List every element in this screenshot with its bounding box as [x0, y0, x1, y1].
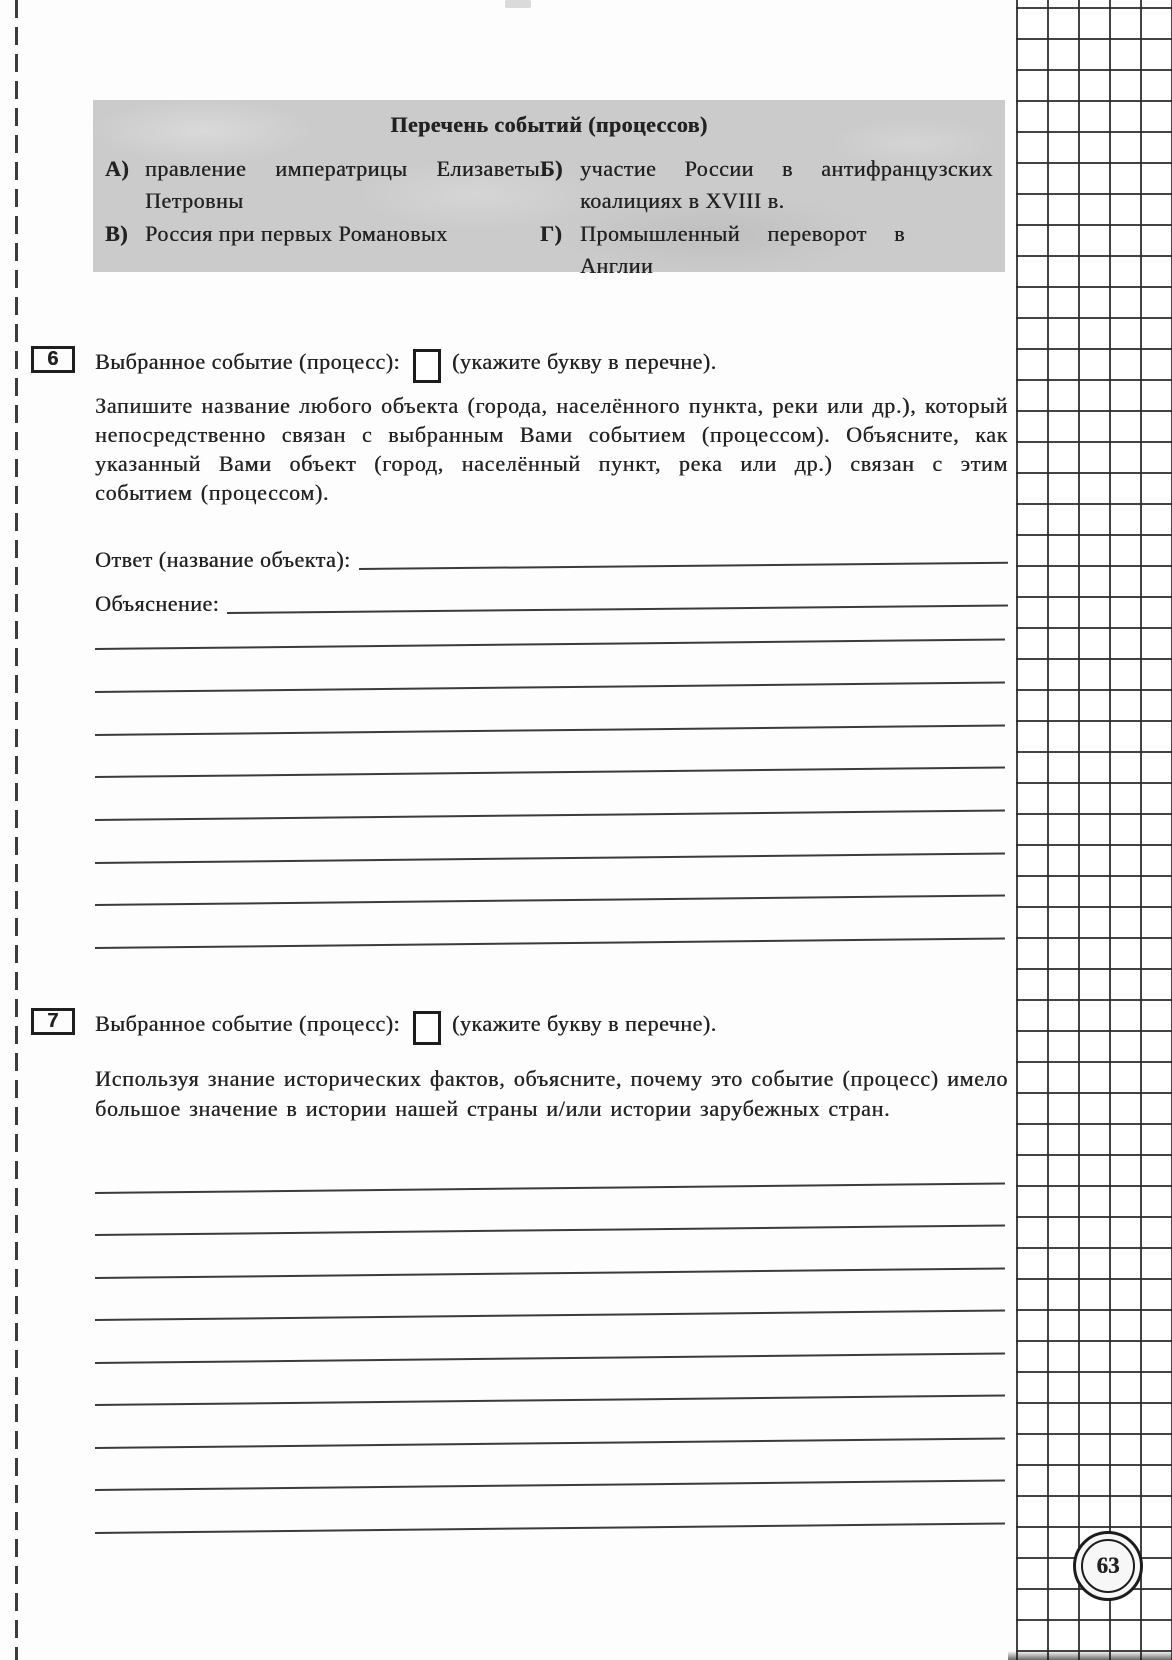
ruled-answer-line[interactable]: [95, 1267, 1005, 1279]
question-6-explanation-writing-line[interactable]: [227, 605, 1008, 614]
question-6-answer-row: [95, 541, 1008, 573]
ruled-answer-line[interactable]: [95, 1352, 1005, 1364]
question-6-explanation-label: Объяснение:: [95, 591, 220, 616]
ruled-answer-line[interactable]: [95, 852, 1005, 864]
events-list-column-left: [105, 153, 540, 283]
event-text-v: Россия при первых Романовых: [145, 221, 448, 246]
events-list-box: [93, 100, 1005, 278]
ruled-answer-line[interactable]: [95, 1437, 1005, 1449]
question-6-prompt-before: Выбранное событие (процесс):: [95, 349, 401, 374]
event-letter-v: В): [105, 221, 128, 246]
page-number-badge: [1073, 1531, 1143, 1601]
question-7-task-text: Используя знание исторических фактов, объясните, почему это событие (процесс) имело большое значение в истории нашей страны и/или истории зарубежных стран.: [95, 1066, 1008, 1121]
question-6-prompt-after: (укажите букву в перечне).: [452, 349, 717, 374]
question-6-explanation-row: [95, 585, 1008, 617]
question-6-letter-input-box[interactable]: [413, 349, 441, 383]
scan-smudge: [505, 0, 531, 8]
ruled-answer-line[interactable]: [95, 937, 1005, 949]
event-item-b: [540, 153, 993, 217]
ruled-answer-line[interactable]: [95, 638, 1005, 650]
page-number: 63: [1081, 1539, 1135, 1593]
event-letter-a: А): [105, 156, 130, 181]
ruled-answer-line[interactable]: [95, 766, 1005, 778]
question-7-number-box: 7: [31, 1008, 75, 1035]
question-7-letter-input-box[interactable]: [413, 1011, 441, 1045]
event-item-g: [540, 218, 993, 282]
question-6-task-text: Запишите название любого объекта (города, населённого пункта, реки или др.), который непосредственно связан с выбранным Вами событием (процессом). Объясните, как указанный Вами объект (город, населённый пункт, река или др.) связан с этим событием (процессом).: [95, 393, 1008, 505]
event-text-g: Промышленный переворот в Англии: [580, 221, 905, 278]
scan-bottom-shadow: [1008, 1651, 1172, 1660]
question-7-prompt-before: Выбранное событие (процесс):: [95, 1011, 401, 1036]
ruled-answer-line[interactable]: [95, 1394, 1005, 1406]
ruled-answer-line[interactable]: [95, 894, 1005, 906]
ruled-answer-line[interactable]: [95, 681, 1005, 693]
event-text-b: участие России в антифранцузских коалициях в XVIII в.: [580, 156, 993, 213]
events-list-title: Перечень событий (процессов): [390, 112, 708, 137]
question-6-prompt-row: [47, 341, 1008, 383]
question-6-number-box: 6: [31, 346, 75, 373]
ruled-answer-line[interactable]: [95, 809, 1005, 821]
event-letter-g: Г): [540, 221, 563, 246]
events-list-column-right: [540, 153, 993, 283]
ruled-answer-line[interactable]: [95, 1182, 1005, 1194]
ruled-answer-line[interactable]: [95, 1309, 1005, 1321]
question-7-prompt-row: [47, 1003, 1008, 1045]
ruled-answer-line[interactable]: [95, 1479, 1005, 1491]
events-list-columns: [105, 153, 993, 283]
question-6-answer-writing-line[interactable]: [359, 562, 1008, 570]
event-letter-b: Б): [540, 156, 563, 181]
ruled-answer-line[interactable]: [95, 724, 1005, 736]
ruled-answer-line[interactable]: [95, 1522, 1005, 1534]
graph-paper-margin: [1016, 0, 1172, 1660]
question-6-answer-label: Ответ (название объекта):: [95, 547, 351, 572]
question-7-prompt-after: (укажите букву в перечне).: [452, 1011, 717, 1036]
event-text-a: правление императрицы Елизаветы Петровны: [145, 156, 540, 213]
ruled-answer-line[interactable]: [95, 1224, 1005, 1236]
cut-dashed-line: [15, 0, 18, 1660]
event-item-v: [105, 218, 540, 250]
event-item-a: [105, 153, 540, 217]
